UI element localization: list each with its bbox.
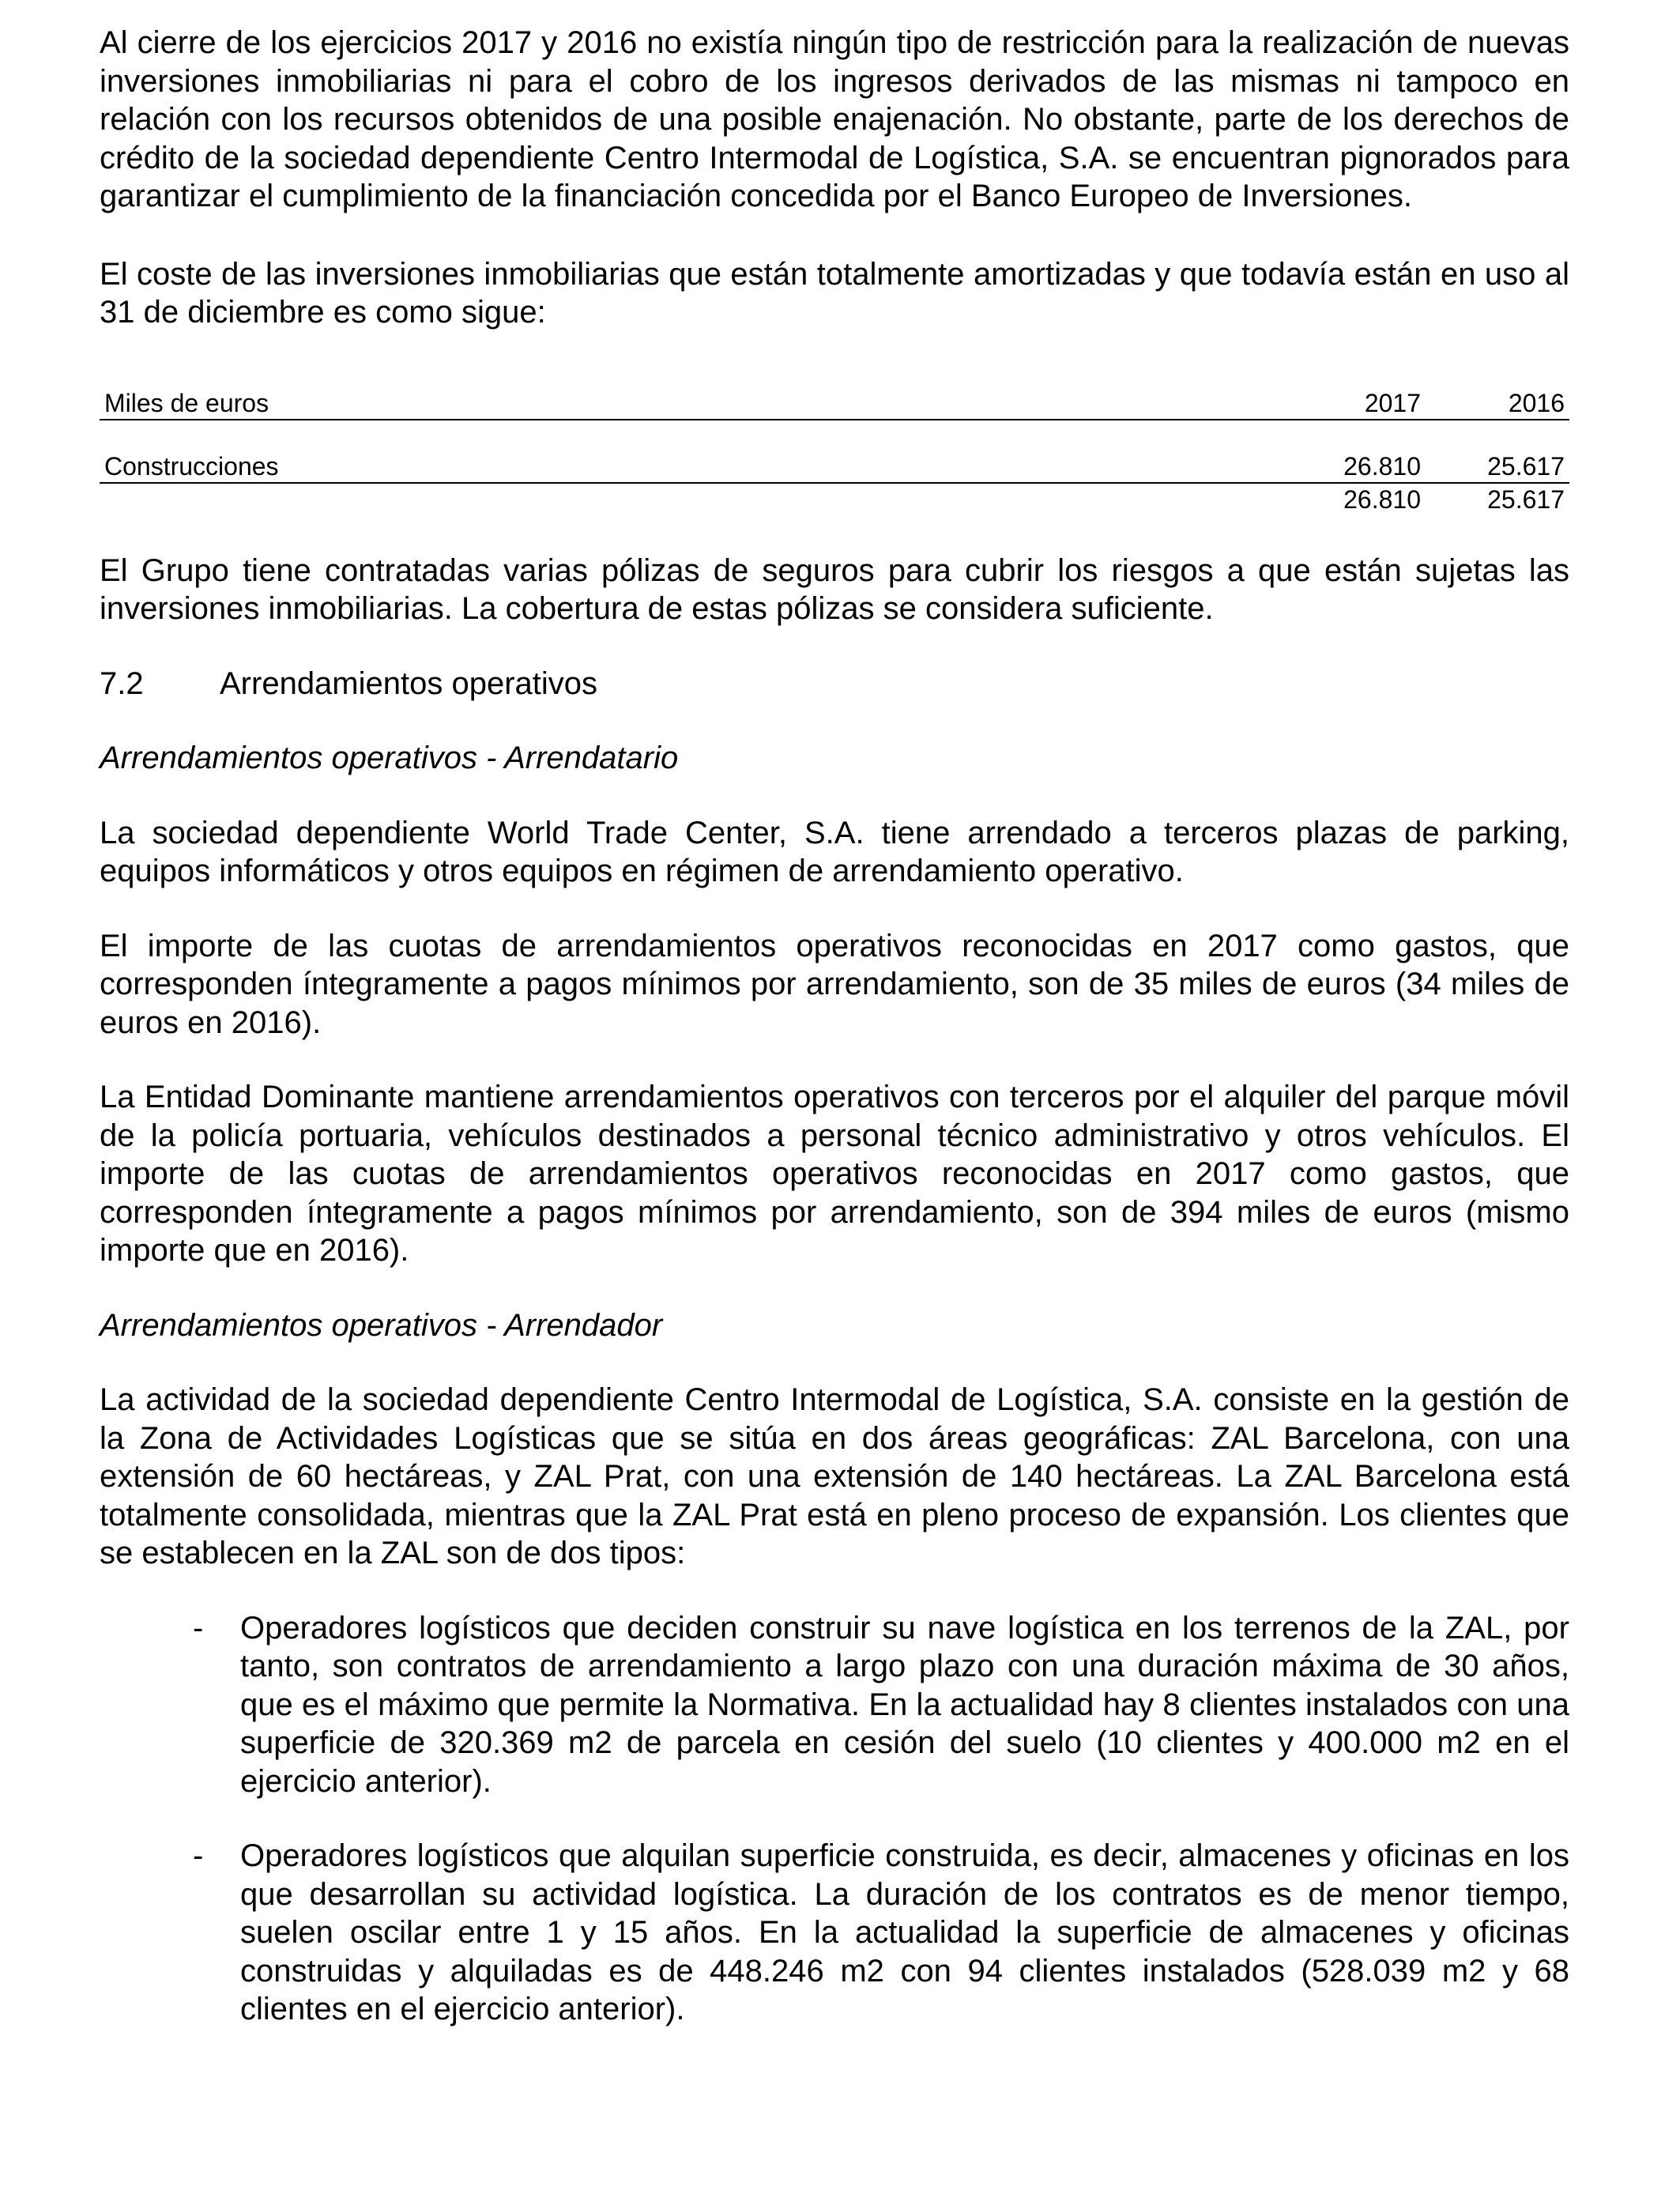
- table-total-row: [100, 484, 1569, 515]
- table-row-label: Construcciones: [104, 451, 279, 481]
- section-heading: [100, 665, 1569, 703]
- table-row: [100, 450, 1569, 484]
- client-types-list: [100, 1609, 1569, 2029]
- paragraph-parent-leases: La Entidad Dominante mantiene arrendamientos operativos con terceros por el alquiler del parque móvil de la policía portuaria, vehículos destinados a personal técnico administrativo y otros vehículos. El importe de las cuotas de arrendamientos operativos reconocidas en 2017 como gastos, que corresponden íntegramente a pagos mínimos por arrendamiento, son de 394 miles de euros (mismo importe que en 2016).: [100, 1080, 1569, 1268]
- list-item-marker: -: [193, 1838, 204, 1873]
- subheading-arrendatario: Arrendamientos operativos - Arrendatario: [100, 741, 679, 775]
- section-title: Arrendamientos operativos: [220, 665, 598, 701]
- paragraph-zal-activity: La actividad de la sociedad dependiente Centro Intermodal de Logística, S.A. consiste en la gestión de la Zona de Actividades Logísticas que se sitúa en dos áreas geográficas: ZAL Barcelona, con una extensión de 60 hectáreas, y ZAL Prat, con una extensión de 140 hectáreas. La ZAL Barcelona está totalmente consolidada, mientras que la ZAL Prat está en pleno proceso de expansión. Los clientes que se establecen en la ZAL son de dos tipos:: [100, 1382, 1569, 1570]
- paragraph-insurance: El Grupo tiene contratadas varias pólizas de seguros para cubrir los riesgos a que están sujetas las inversiones inmobiliarias. La cobertura de estas pólizas se considera suficiente.: [100, 552, 1569, 626]
- list-item: [193, 1837, 1569, 2029]
- section-number: 7.2: [100, 665, 144, 701]
- list-item: [193, 1609, 1569, 1801]
- table-row-2016: 25.617: [1487, 451, 1565, 481]
- list-item-marker: -: [193, 1610, 204, 1646]
- paragraph-amortized-cost-intro: El coste de las inversiones inmobiliarias que están totalmente amortizadas y que todavía están en uso al 31 de diciembre es como sigue:: [100, 256, 1569, 330]
- subheading-arrendador: Arrendamientos operativos - Arrendador: [100, 1307, 663, 1343]
- paragraph-restrictions: Al cierre de los ejercicios 2017 y 2016 no existía ningún tipo de restricción para la realización de nuevas inversiones inmobiliarias ni para el cobro de los ingresos derivados de las mismas ni tampoco en relación con los recursos obtenidos de una posible enajenación. No obstante, parte de los derechos de crédito de la sociedad dependiente Centro Intermodal de Logística, S.A. se encuentran pignorados para garantizar el cumplimiento de la financiación concedida por el Banco Europeo de Inversiones.: [100, 25, 1569, 213]
- table-header-2017: 2017: [1364, 388, 1421, 417]
- table-header-label: Miles de euros: [104, 388, 269, 417]
- document-page: [100, 24, 1569, 2029]
- table-total-2017: 26.810: [1343, 484, 1421, 514]
- amortized-cost-table: [100, 387, 1569, 515]
- table-header-row: [100, 387, 1569, 420]
- paragraph-wtc-leases: La sociedad dependiente World Trade Center, S.A. tiene arrendado a terceros plazas de parking, equipos informáticos y otros equipos en régimen de arrendamiento operativo.: [100, 815, 1569, 888]
- list-item-text: Operadores logísticos que alquilan superficie construida, es decir, almacenes y oficinas en los que desarrollan su actividad logística. La duración de los contratos es de menor tiempo, suelen oscilar entre 1 y 15 años. En la actualidad la superficie de almacenes y oficinas construidas y alquiladas es de 448.246 m2 con 94 clientes instalados (528.039 m2 y 68 clientes en el ejercicio anterior).: [240, 1838, 1569, 2026]
- table-row-2017: 26.810: [1343, 451, 1421, 481]
- list-item-text: Operadores logísticos que deciden construir su nave logística en los terrenos de la ZAL, por tanto, son contratos de arrendamiento a largo plazo con una duración máxima de 30 años, que es el máximo que permite la Normativa. En la actualidad hay 8 clientes instalados con una superficie de 320.369 m2 de parcela en cesión del suelo (10 clientes y 400.000 m2 en el ejercicio anterior).: [240, 1610, 1569, 1799]
- table-header-2016: 2016: [1508, 388, 1565, 417]
- table-total-2016: 25.617: [1487, 484, 1565, 514]
- paragraph-lease-expense: El importe de las cuotas de arrendamientos operativos reconocidas en 2017 como gastos, que corresponden íntegramente a pagos mínimos por arrendamiento, son de 35 miles de euros (34 miles de euros en 2016).: [100, 928, 1569, 1040]
